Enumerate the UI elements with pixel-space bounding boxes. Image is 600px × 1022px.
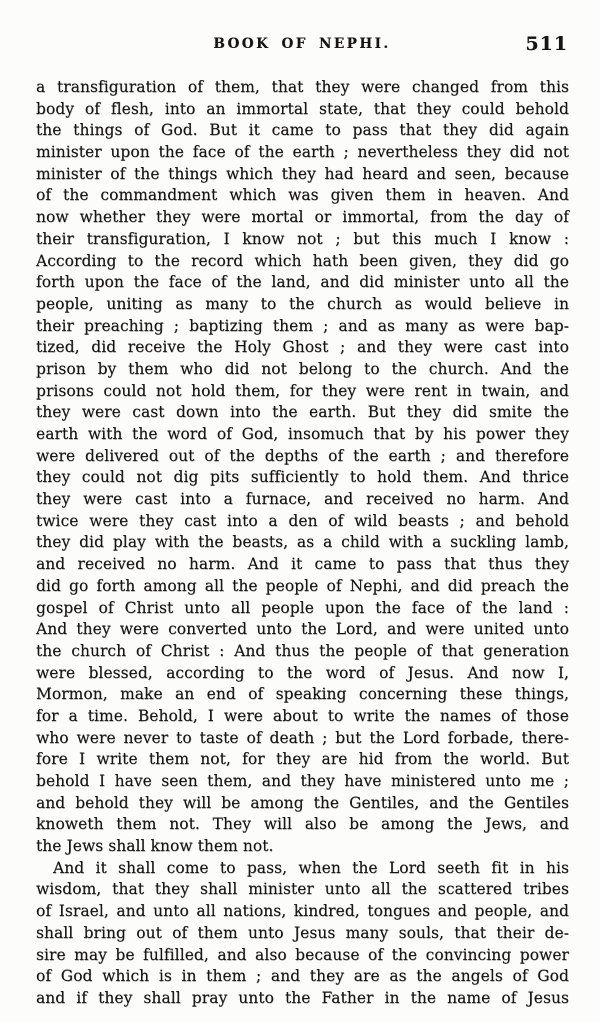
page-header [36, 33, 568, 56]
text-line: who were never to taste of death ; but the Lord forbade, there- [36, 728, 569, 747]
text-line: they were cast down into the earth. But they did smite the [36, 403, 569, 422]
text-line: minister of the things which they had heard and seen, because [36, 164, 569, 183]
text-line: And it shall come to pass, when the Lord seeth fit in his [53, 858, 569, 877]
text-line: sire may be fulfilled, and also because of the convincing power [36, 945, 569, 964]
page-body-text [36, 77, 569, 1010]
text-line: the things of God. But it came to pass that they did again [36, 121, 569, 140]
text-line: gospel of Christ unto all people upon the face of the land : [36, 598, 569, 617]
text-line: they did play with the beasts, as a child with a suckling lamb, [36, 533, 569, 552]
text-line: According to the record which hath been given, they did go [36, 251, 569, 270]
text-line: of God which is in them ; and they are as the angels of God [36, 967, 569, 986]
text-line: minister upon the face of the earth ; nevertheless they did not [36, 143, 569, 162]
text-line: the Jews shall know them not. [36, 837, 274, 856]
text-line: and if they shall pray unto the Father in the name of Jesus [36, 988, 569, 1007]
text-line: Mormon, make an end of speaking concerning these things, [36, 685, 569, 704]
text-line: forth upon the face of the land, and did minister unto all the [36, 273, 569, 292]
running-title: BOOK OF NEPHI. [213, 36, 391, 52]
text-line: prison by them who did not belong to the church. And the [36, 359, 569, 378]
text-line: of the commandment which was given them in heaven. And [36, 186, 569, 205]
text-line: for a time. Behold, I were about to write the names of those [36, 706, 569, 725]
text-line: twice were they cast into a den of wild beasts ; and behold [36, 511, 569, 530]
text-line: fore I write them not, for they are hid from the world. But [36, 750, 569, 769]
text-line: prisons could not hold them, for they were rent in twain, and [36, 381, 569, 400]
text-line: of Israel, and unto all nations, kindred, tongues and people, and [36, 902, 569, 921]
text-line: were delivered out of the depths of the earth ; and therefore [36, 446, 569, 465]
text-line: knoweth them not. They will also be among the Jews, and [36, 815, 569, 834]
text-line: a transfiguration of them, that they were changed from this [36, 78, 569, 96]
text-line: wisdom, that they shall minister unto all the scattered tribes [36, 880, 569, 899]
text-line: shall bring out of them unto Jesus many souls, that their de- [36, 923, 569, 942]
text-line: And they were converted unto the Lord, and were united unto [36, 620, 569, 639]
page-number: 511 [525, 33, 568, 55]
text-line: and received no harm. And it came to pass that thus they [36, 555, 569, 574]
text-line: their preaching ; baptizing them ; and as many as were bap- [36, 316, 569, 335]
text-line: now whether they were mortal or immortal, from the day of [36, 208, 569, 227]
text-line: their transfiguration, I know not ; but this much I know : [36, 229, 569, 248]
text-line: they could not dig pits sufficiently to hold them. And thrice [36, 468, 569, 487]
text-line: were blessed, according to the word of Jesus. And now I, [36, 663, 569, 682]
text-line: earth with the word of God, insomuch that by his power they [36, 425, 569, 443]
text-line: the church of Christ : And thus the people of that generation [36, 641, 569, 660]
text-line: tized, did receive the Holy Ghost ; and they were cast into [36, 338, 569, 357]
text-line: they were cast into a furnace, and received no harm. And [36, 490, 569, 509]
text-line: people, uniting as many to the church as would believe in [36, 294, 569, 313]
text-line: and behold they will be among the Gentiles, and the Gentiles [36, 793, 569, 812]
text-line: body of flesh, into an immortal state, that they could behold [36, 99, 569, 118]
text-line: behold I have seen them, and they have ministered unto me ; [36, 772, 569, 790]
text-line: did go forth among all the people of Nephi, and did preach the [36, 576, 569, 595]
